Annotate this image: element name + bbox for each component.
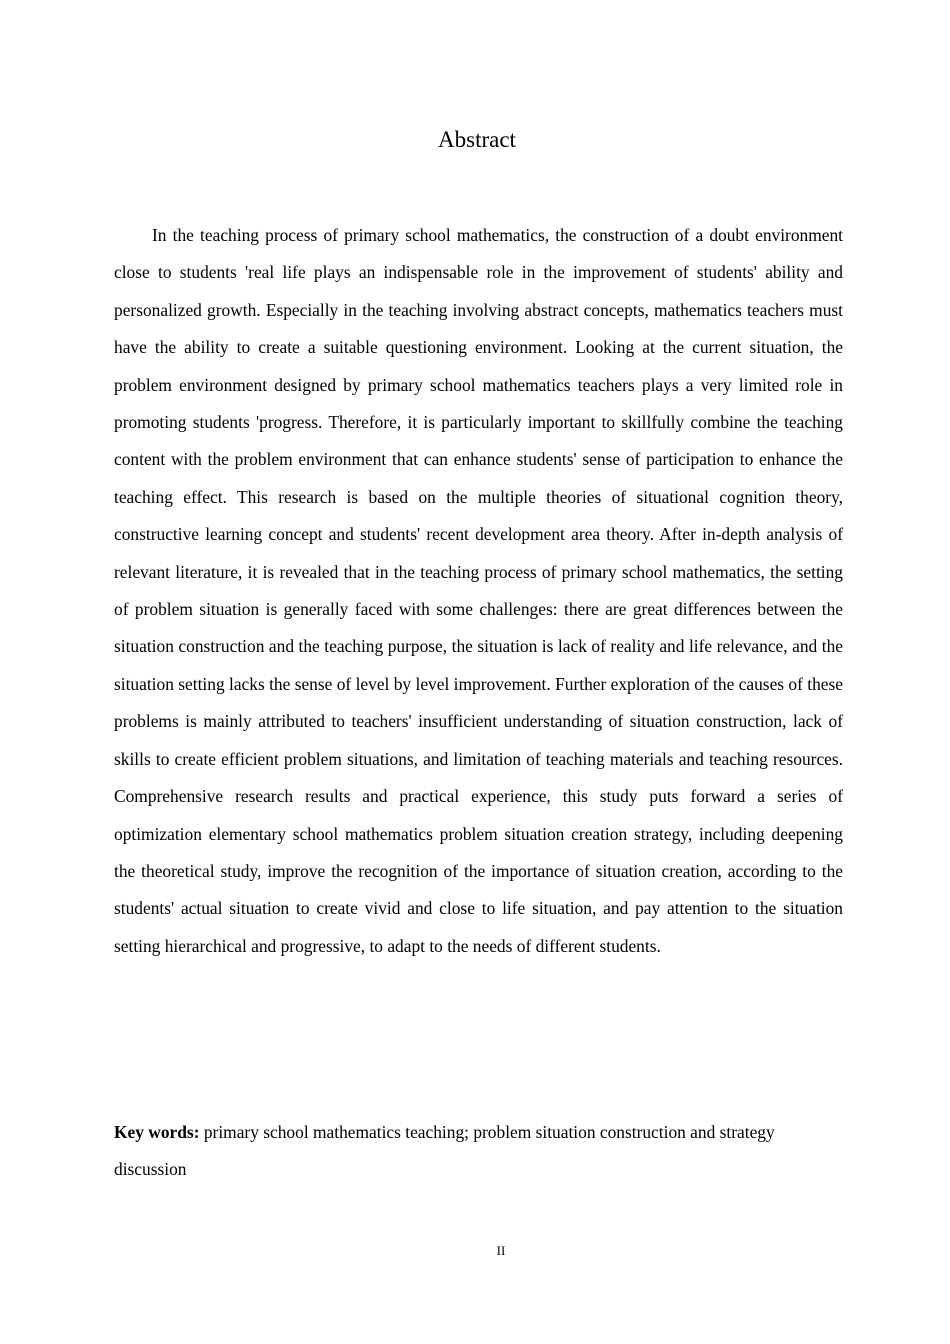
page-title: Abstract (438, 127, 516, 152)
abstract-body: In the teaching process of primary school mathematics, the construction of a doubt environment close to students 'real life plays an indispensable role in the improvement of students' ability and personalized growth. Especially in the teaching involving abstract concepts, mathematics teachers must have the ability to create a suitable questioning environment. Looking at the current situation, the problem environment designed by primary school mathematics teachers plays a very limited role in promoting students 'progress. Therefore, it is particularly important to skillfully combine the teaching content with the problem environment that can enhance students' sense of participation to enhance the teaching effect. This research is based on the multiple theories of situational cognition theory, constructive learning concept and students' recent development area theory. After in-depth analysis of relevant literature, it is revealed that in the teaching process of primary school mathematics, the setting of problem situation is generally faced with some challenges: there are great differences between the situation construction and the teaching purpose, the situation is lack of reality and life relevance, and the situation setting lacks the sense of level by level improvement. Further exploration of the causes of these problems is mainly attributed to teachers' insufficient understanding of situation construction, lack of skills to create efficient problem situations, and limitation of teaching materials and teaching resources. Comprehensive research results and practical experience, this study puts forward a series of optimization elementary school mathematics problem situation creation strategy, including deepening the theoretical study, improve the recognition of the importance of situation creation, according to the students' actual situation to create vivid and close to life situation, and pay attention to the situation setting hierarchical and progressive, to adapt to the needs of different students. (114, 225, 843, 956)
keywords-text: primary school mathematics teaching; problem situation construction and strategy discussion (114, 1122, 775, 1179)
keywords-label: Key words: (114, 1122, 200, 1142)
page-number: II (496, 1243, 506, 1258)
keywords-paragraph (114, 1114, 843, 1188)
